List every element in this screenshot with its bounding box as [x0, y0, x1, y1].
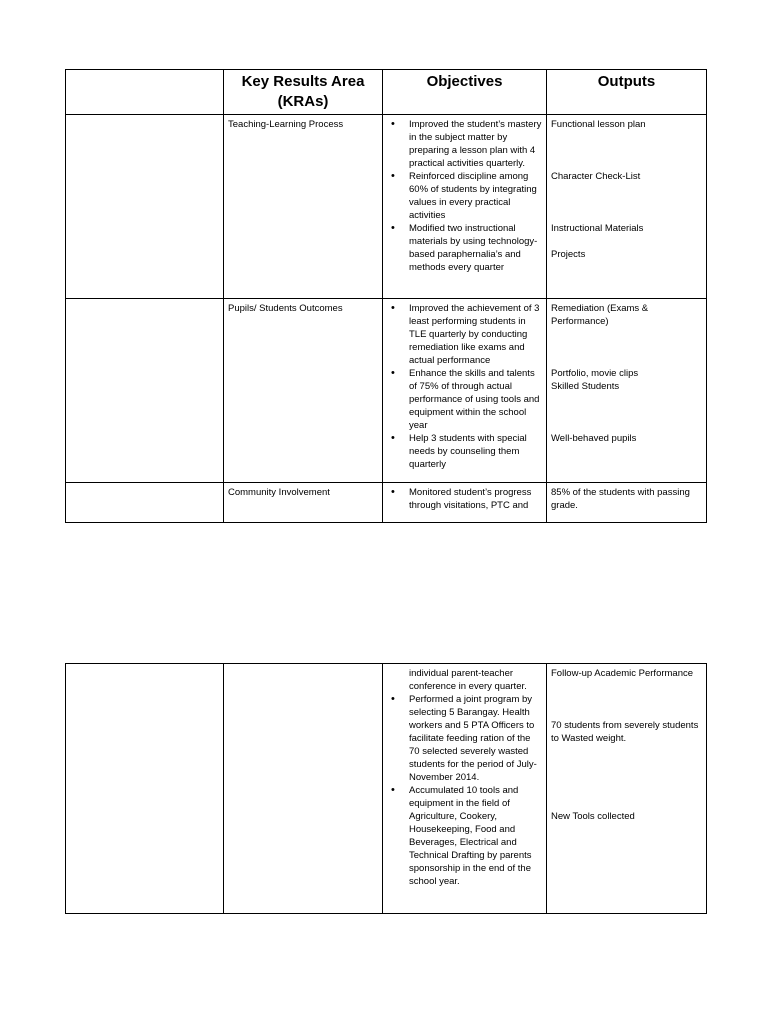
objective-item: • Monitored student’s progress through visitations, PTC and [409, 486, 542, 512]
kra-cell [224, 664, 383, 914]
table-row [66, 115, 707, 299]
outputs-cell [547, 115, 707, 299]
outputs-cell [547, 664, 707, 914]
output-item: Projects [551, 249, 586, 260]
kra-table-part-1 [65, 69, 707, 523]
kra-table-part-2 [65, 663, 707, 914]
objectives-cell [383, 483, 547, 523]
output-item: Functional lesson plan [551, 119, 646, 130]
blank-cell [66, 664, 224, 914]
objective-item: • Improved the achievement of 3 least performing students in TLE quarterly by conducting remediation like exams and actual performance [409, 302, 542, 367]
outputs-cell [547, 299, 707, 483]
objective-item: • Enhance the skills and talents of 75% of through actual performance of using tools and equipment within the school year [409, 367, 542, 432]
output-item: Character Check-List [551, 171, 641, 182]
output-item: Portfolio, movie clips [551, 368, 639, 379]
header-blank-cell [66, 70, 224, 115]
objective-item: • Reinforced discipline among 60% of students by integrating values in every practical activities [409, 170, 542, 222]
header-kra: Key Results Area (KRAs) [224, 70, 383, 115]
output-item: 70 students from severely students to Wasted weight. [551, 720, 699, 744]
header-outputs: Outputs [547, 70, 707, 115]
output-item: 85% of the students with passing grade. [551, 487, 690, 511]
output-item: Follow-up Academic Performance [551, 668, 694, 679]
objective-item: • Performed a joint program by selecting 5 Barangay. Health workers and 5 PTA Officers to facilitate feeding ration of the 70 selected severely wasted students for the period of July-November 2014. [409, 693, 542, 784]
blank-cell [66, 483, 224, 523]
blank-cell [66, 299, 224, 483]
output-item: New Tools collected [551, 811, 635, 822]
output-item: Skilled Students [551, 381, 620, 392]
table-row [66, 664, 707, 914]
outputs-cell [547, 483, 707, 523]
objective-item: • Help 3 students with special needs by counseling them quarterly [409, 432, 542, 471]
output-item: Remediation (Exams & Performance) [551, 303, 649, 327]
output-item: Well-behaved pupils [551, 433, 637, 444]
objective-item: • Accumulated 10 tools and equipment in the field of Agriculture, Cookery, Housekeeping, Food and Beverages, Electrical and Technical Drafting by parents sponsorship in the end of the school year. [409, 784, 542, 888]
objectives-cell [383, 299, 547, 483]
objectives-cell [383, 664, 547, 914]
output-item: Instructional Materials [551, 223, 644, 234]
kra-cell: Teaching-Learning Process [224, 115, 383, 299]
objective-item-continued: individual parent-teacher conference in every quarter. [409, 668, 527, 692]
kra-cell: Community Involvement [224, 483, 383, 523]
objective-item: • Improved the student’s mastery in the subject matter by preparing a lesson plan with 4 practical activities quarterly. [409, 118, 542, 170]
objectives-cell [383, 115, 547, 299]
table-header-row [66, 70, 707, 115]
table-row [66, 299, 707, 483]
kra-cell: Pupils/ Students Outcomes [224, 299, 383, 483]
header-objectives: Objectives [383, 70, 547, 115]
blank-cell [66, 115, 224, 299]
table-row [66, 483, 707, 523]
objective-item: • Modified two instructional materials by using technology-based paraphernalia’s and methods every quarter [409, 222, 542, 274]
